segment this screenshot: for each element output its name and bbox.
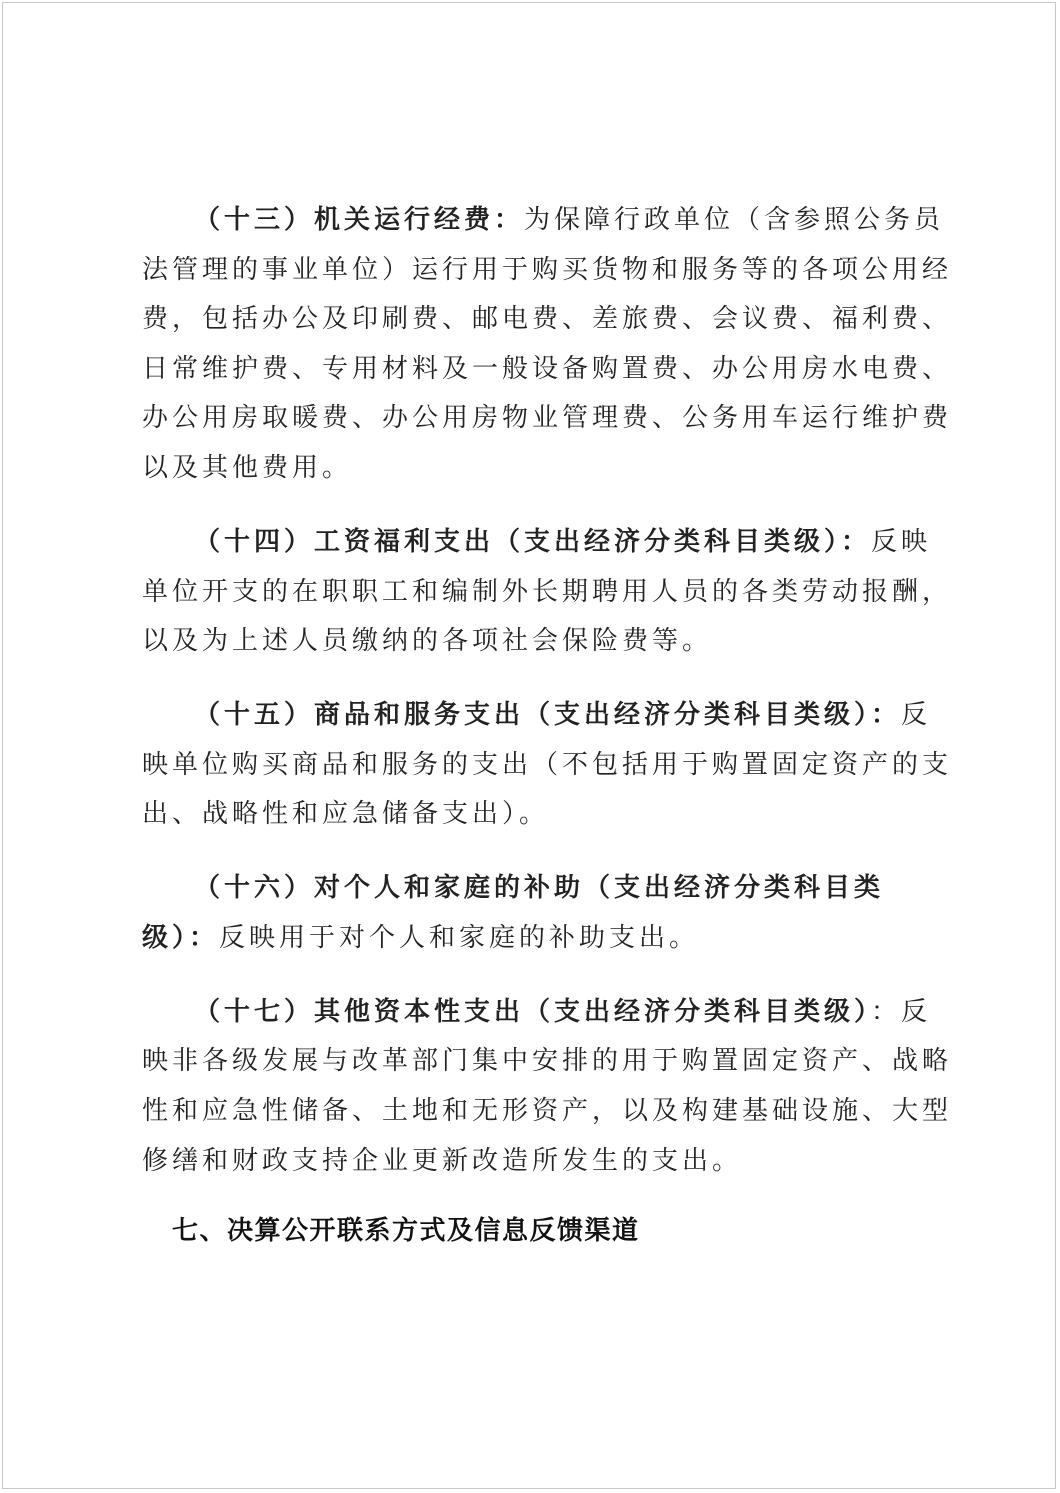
paragraph-text: 为保障行政单位（含参照公务员法管理的事业单位）运行用于购买货物和服务等的各项公用经费，包括办公及印刷费、邮电费、差旅费、会议费、福利费、日常维护费、专用材料及一般设备购置费、办公用房水电费、办公用房取暖费、办公用房物业管理费、公务用车运行维护费以及其他费用。 (142, 205, 953, 483)
paragraph-14 (142, 518, 952, 667)
section-heading: 七、决算公开联系方式及信息反馈渠道 (172, 1216, 640, 1246)
paragraph-lead: （十七）其他资本性支出（支出经济分类科目类级） (194, 996, 872, 1027)
document-body (142, 196, 952, 1186)
paragraph-text: ：反映非各级发展与改革部门集中安排的用于购置固定资产、战略性和应急性储备、土地和无形资产，以及构建基础设施、大型修缮和财政支持企业更新改造所发生的支出。 (142, 996, 953, 1176)
paragraph-text: 反映用于对个人和家庭的补助支出。 (219, 922, 700, 953)
paragraph-text: 反映单位购买商品和服务的支出（不包括用于购置固定资产的支出、战略性和应急储备支出）。 (142, 700, 953, 830)
paragraph-16 (142, 864, 952, 963)
paragraph-lead: （十四）工资福利支出（支出经济分类科目类级）： (194, 526, 872, 557)
paragraph-13 (142, 196, 952, 494)
paragraph-lead: （十五）商品和服务支出（支出经济分类科目类级）： (194, 700, 902, 731)
paragraph-lead: （十三）机关运行经费： (194, 205, 525, 235)
paragraph-17 (142, 988, 952, 1186)
paragraph-lead: （十六）对个人和家庭的补助（支出经济分类科目类级）： (142, 873, 885, 953)
paragraph-text: 反映单位开支的在职职工和编制外长期聘用人员的各类劳动报酬，以及为上述人员缴纳的各项社会保险费等。 (142, 526, 953, 657)
paragraph-15 (142, 691, 952, 840)
